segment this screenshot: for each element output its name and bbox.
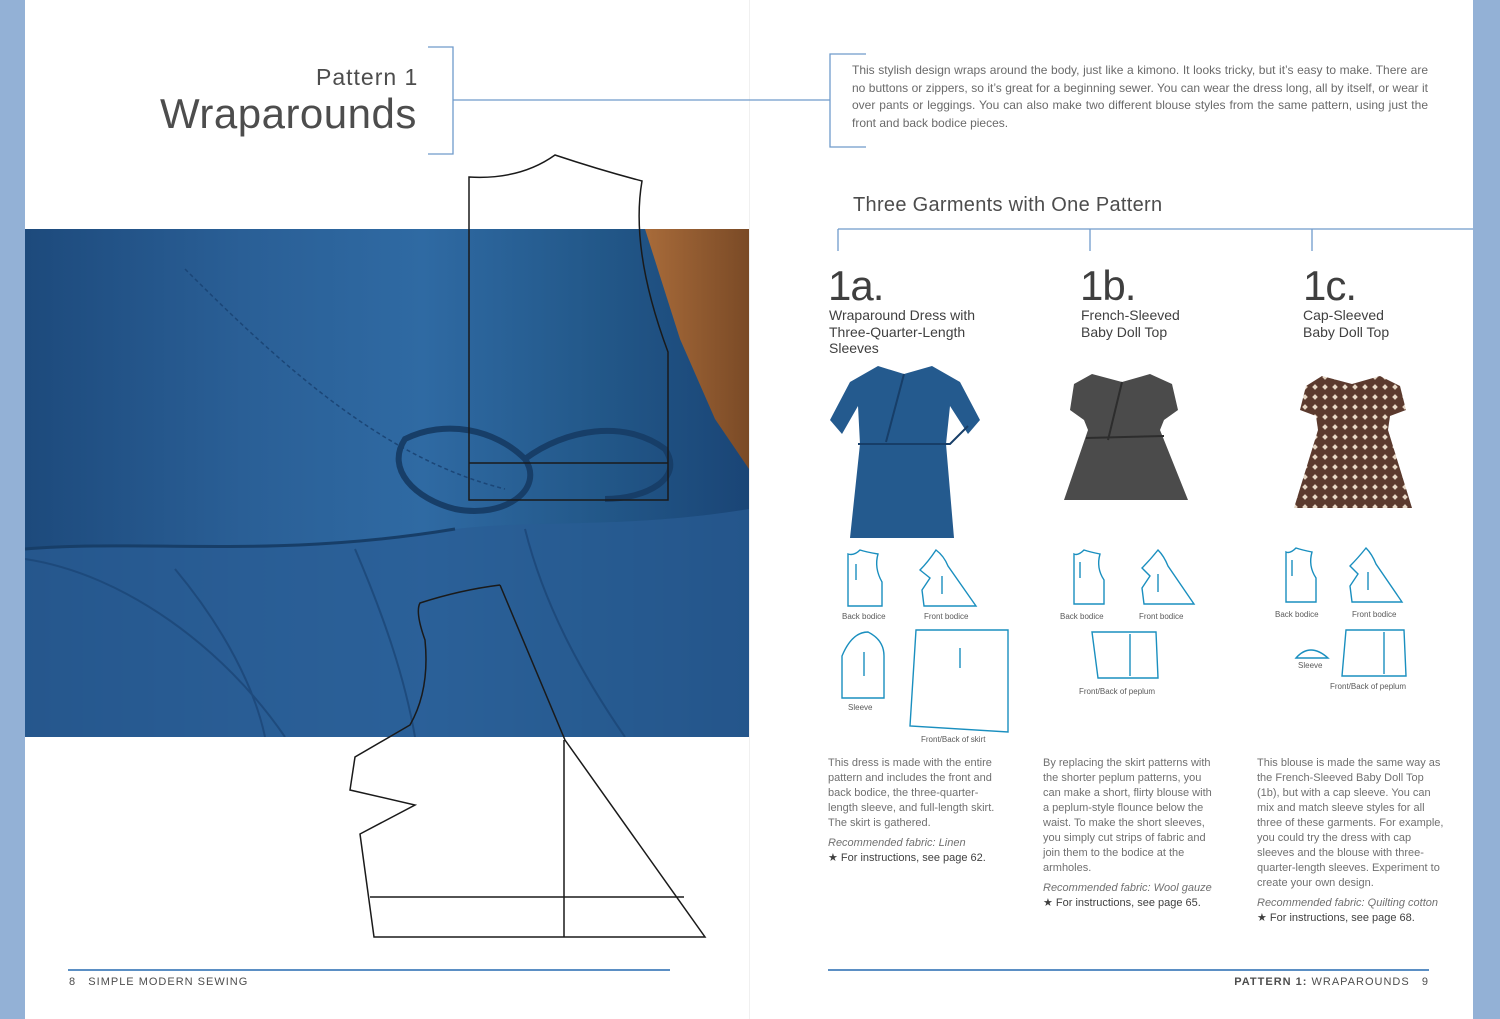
section-title: Three Garments with One Pattern bbox=[853, 194, 1163, 216]
piece-label: Sleeve bbox=[848, 703, 873, 712]
garment-1a-dress-image bbox=[828, 362, 984, 542]
garment-1a-name: Wraparound Dress with Three-Quarter-Length Sleeves bbox=[829, 307, 976, 356]
page-number: 8 bbox=[69, 976, 77, 988]
garment-1c-description: This blouse is made the same way as the French-Sleeved Baby Doll Top (1b), but with a cap sleeve. You can mix and match sleeve styles for all three of these garments. For example, you could try the dress with cap sleeves and the blouse with three-quarter-length sleeves. Experiment to create your own design. Recommended fabric: Quilting cotton ★ For instructions, see page 68. bbox=[1257, 757, 1444, 924]
intro-paragraph: This stylish design wraps around the body, just like a kimono. It looks tricky, but it’s easy to make. There are no buttons or zippers, so it’s great for a beginning sewer. You can wear the dress long, all by itself, or wear it over pants or leggings. You can also make two different blouse styles from the same pattern, using just the front and back bodice pieces. bbox=[852, 63, 1428, 130]
chapter-label-bold: PATTERN 1: bbox=[1234, 976, 1308, 988]
garment-1b-description: By replacing the skirt patterns with the shorter peplum patterns, you can make a short, flirty blouse with a peplum-style flounce below the waist. To make the short sleeves, you simply cut strips of fabric and join them to the bodice at the armholes. Recommended fabric: Wool gauze ★ For instructions, see page 65. bbox=[1043, 757, 1212, 909]
garment-1a-number: 1a. bbox=[828, 262, 884, 309]
piece-label: Front/Back of peplum bbox=[1330, 682, 1407, 691]
piece-label: Front bodice bbox=[924, 612, 969, 621]
piece-label: Back bodice bbox=[842, 612, 886, 621]
left-folio bbox=[69, 976, 248, 988]
garment-1b-name: French-Sleeved Baby Doll Top bbox=[1081, 307, 1180, 340]
piece-label: Back bodice bbox=[1275, 610, 1319, 619]
piece-label: Front/Back of peplum bbox=[1079, 687, 1156, 696]
pattern-number: Pattern 1 bbox=[316, 64, 419, 90]
garment-1c-top-image bbox=[1290, 372, 1414, 512]
garment-1c-number: 1c. bbox=[1303, 262, 1357, 309]
chapter-label: WRAPAROUNDS bbox=[1311, 976, 1410, 988]
garment-1b-top-image bbox=[1058, 370, 1190, 518]
book-title: SIMPLE MODERN SEWING bbox=[88, 976, 249, 988]
garment-1a-description: This dress is made with the entire pattern and includes the front and back bodice, the three-quarter-length sleeve, and full-length skirt. The skirt is gathered. Recommended fabric: Linen ★ For instructions, see page 62. bbox=[828, 757, 995, 864]
garment-1c-name: Cap-Sleeved Baby Doll Top bbox=[1303, 307, 1390, 340]
garment-1b-number: 1b. bbox=[1080, 262, 1136, 309]
right-folio bbox=[1234, 976, 1429, 988]
piece-label: Front bodice bbox=[1139, 612, 1184, 621]
left-footer-rule bbox=[68, 969, 670, 971]
piece-label: Front/Back of skirt bbox=[921, 735, 986, 744]
page-number: 9 bbox=[1421, 976, 1429, 988]
piece-label: Front bodice bbox=[1352, 610, 1397, 619]
page-title: Wraparounds bbox=[160, 90, 417, 137]
right-footer-rule bbox=[828, 969, 1429, 971]
piece-label: Sleeve bbox=[1298, 661, 1323, 670]
piece-label: Back bodice bbox=[1060, 612, 1104, 621]
